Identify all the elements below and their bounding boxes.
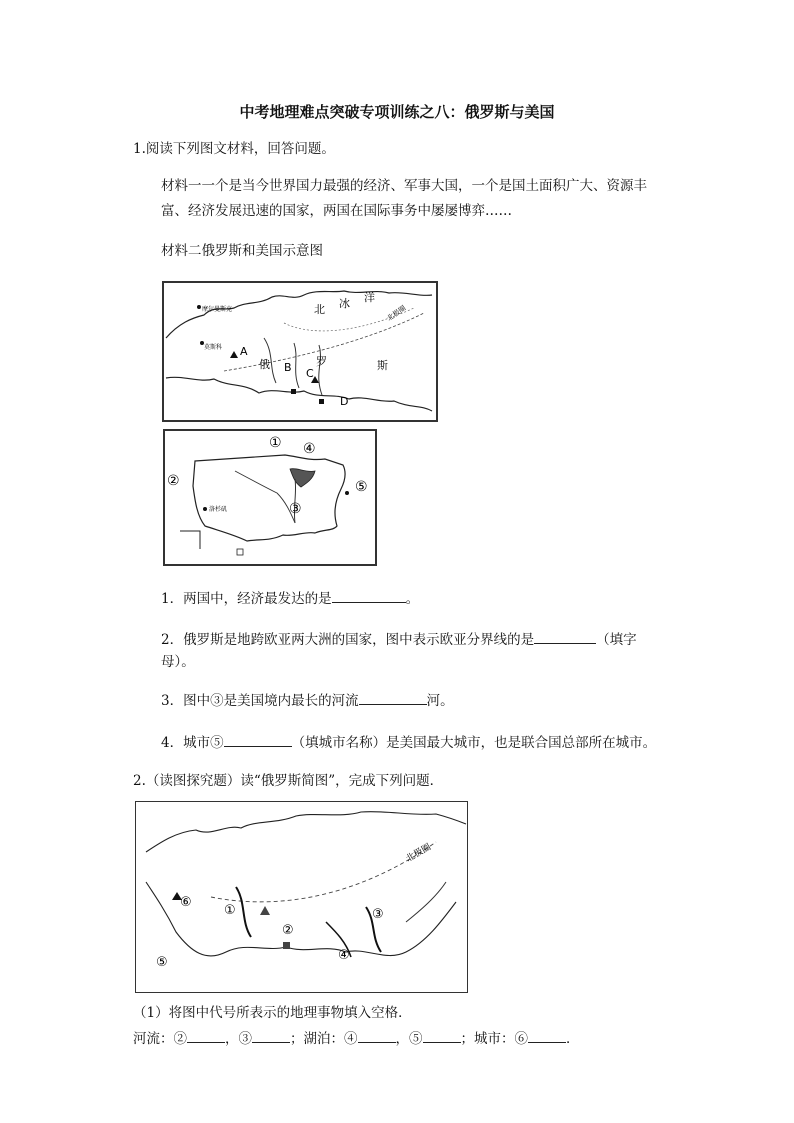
label-los-angeles: 洛杉矶 <box>209 506 228 513</box>
label-A: A <box>240 345 248 358</box>
label-usa-3: ③ <box>289 501 302 517</box>
q1-intro: 1.阅读下列图文材料，回答问题。 <box>133 141 335 157</box>
russia-sketch-map <box>135 801 468 993</box>
usa-map <box>163 429 377 566</box>
q1-sub2: 2．俄罗斯是地跨欧亚两大洲的国家，图中表示欧亚分界线的是 （填字 <box>161 629 637 650</box>
q2-intro: 2.（读图探究题）读“俄罗斯简图”，完成下列问题． <box>133 773 444 789</box>
label-C: C <box>306 367 314 380</box>
q2-fill-line: 河流：② ，③ ；湖泊：④ ，⑤ ；城市：⑥ ． <box>133 1028 580 1049</box>
label-q2-3: ③ <box>372 907 384 922</box>
answer-blank-river-3[interactable] <box>252 1028 290 1043</box>
label-e: 俄 <box>259 358 270 371</box>
label-si: 斯 <box>377 359 388 372</box>
label-bei: 北 <box>314 303 325 316</box>
label-q2-5: ⑤ <box>156 955 168 970</box>
label-murmansk: 摩尔曼斯克 <box>202 306 233 313</box>
q1-sub3: 3．图中③是美国境内最长的河流 河。 <box>161 690 454 711</box>
answer-blank-1[interactable] <box>332 588 406 603</box>
q2-sub1: （1）将图中代号所表示的地理事物填入空格． <box>133 1005 412 1021</box>
usa-map-graphic <box>165 431 375 564</box>
label-usa-1: ① <box>269 435 282 451</box>
label-moscow: 莫斯科 <box>204 344 223 351</box>
page-title: 中考地理难点突破专项训练之八：俄罗斯与美国 <box>239 103 555 121</box>
answer-blank-city-6[interactable] <box>528 1028 566 1043</box>
answer-blank-river-2[interactable] <box>187 1028 225 1043</box>
q1-sub2-cont: 母）。 <box>161 654 195 670</box>
answer-blank-4[interactable] <box>224 732 292 747</box>
russia-map-graphic <box>164 283 436 420</box>
answer-blank-lake-5[interactable] <box>423 1028 461 1043</box>
label-q2-6: ⑥ <box>180 895 192 910</box>
label-usa-5: ⑤ <box>355 479 368 495</box>
label-arctic-circle-2: 北极圈 <box>404 842 433 865</box>
answer-blank-lake-4[interactable] <box>358 1028 396 1043</box>
label-D: D <box>340 395 349 408</box>
label-q2-2: ② <box>282 923 294 938</box>
q1-sub1: 1．两国中，经济最发达的是 。 <box>161 588 419 609</box>
label-q2-1: ① <box>224 903 236 918</box>
label-usa-2: ② <box>167 473 180 489</box>
label-arctic-circle: 北极圈 <box>385 304 408 323</box>
label-q2-4: ④ <box>338 948 350 963</box>
label-yang: 洋 <box>364 291 375 304</box>
answer-blank-3[interactable] <box>359 690 427 705</box>
label-usa-4: ④ <box>303 441 316 457</box>
q1-sub4: 4．城市⑤ （填城市名称）是美国最大城市，也是联合国总部所在城市。 <box>161 732 656 753</box>
label-bing: 冰 <box>339 297 350 310</box>
q1-material1-line2: 富、经济发展迅速的国家，两国在国际事务中屡屡博弈…… <box>161 203 512 219</box>
q1-material1-line1: 材料一一个是当今世界国力最强的经济、军事大国，一个是国土面积广大、资源丰 <box>161 178 647 194</box>
answer-blank-2[interactable] <box>534 629 596 644</box>
q1-material2: 材料二俄罗斯和美国示意图 <box>161 243 323 259</box>
label-B: B <box>284 361 292 374</box>
russia-map <box>162 281 438 422</box>
russia-sketch-graphic <box>136 802 467 992</box>
label-luo: 罗 <box>316 355 327 368</box>
